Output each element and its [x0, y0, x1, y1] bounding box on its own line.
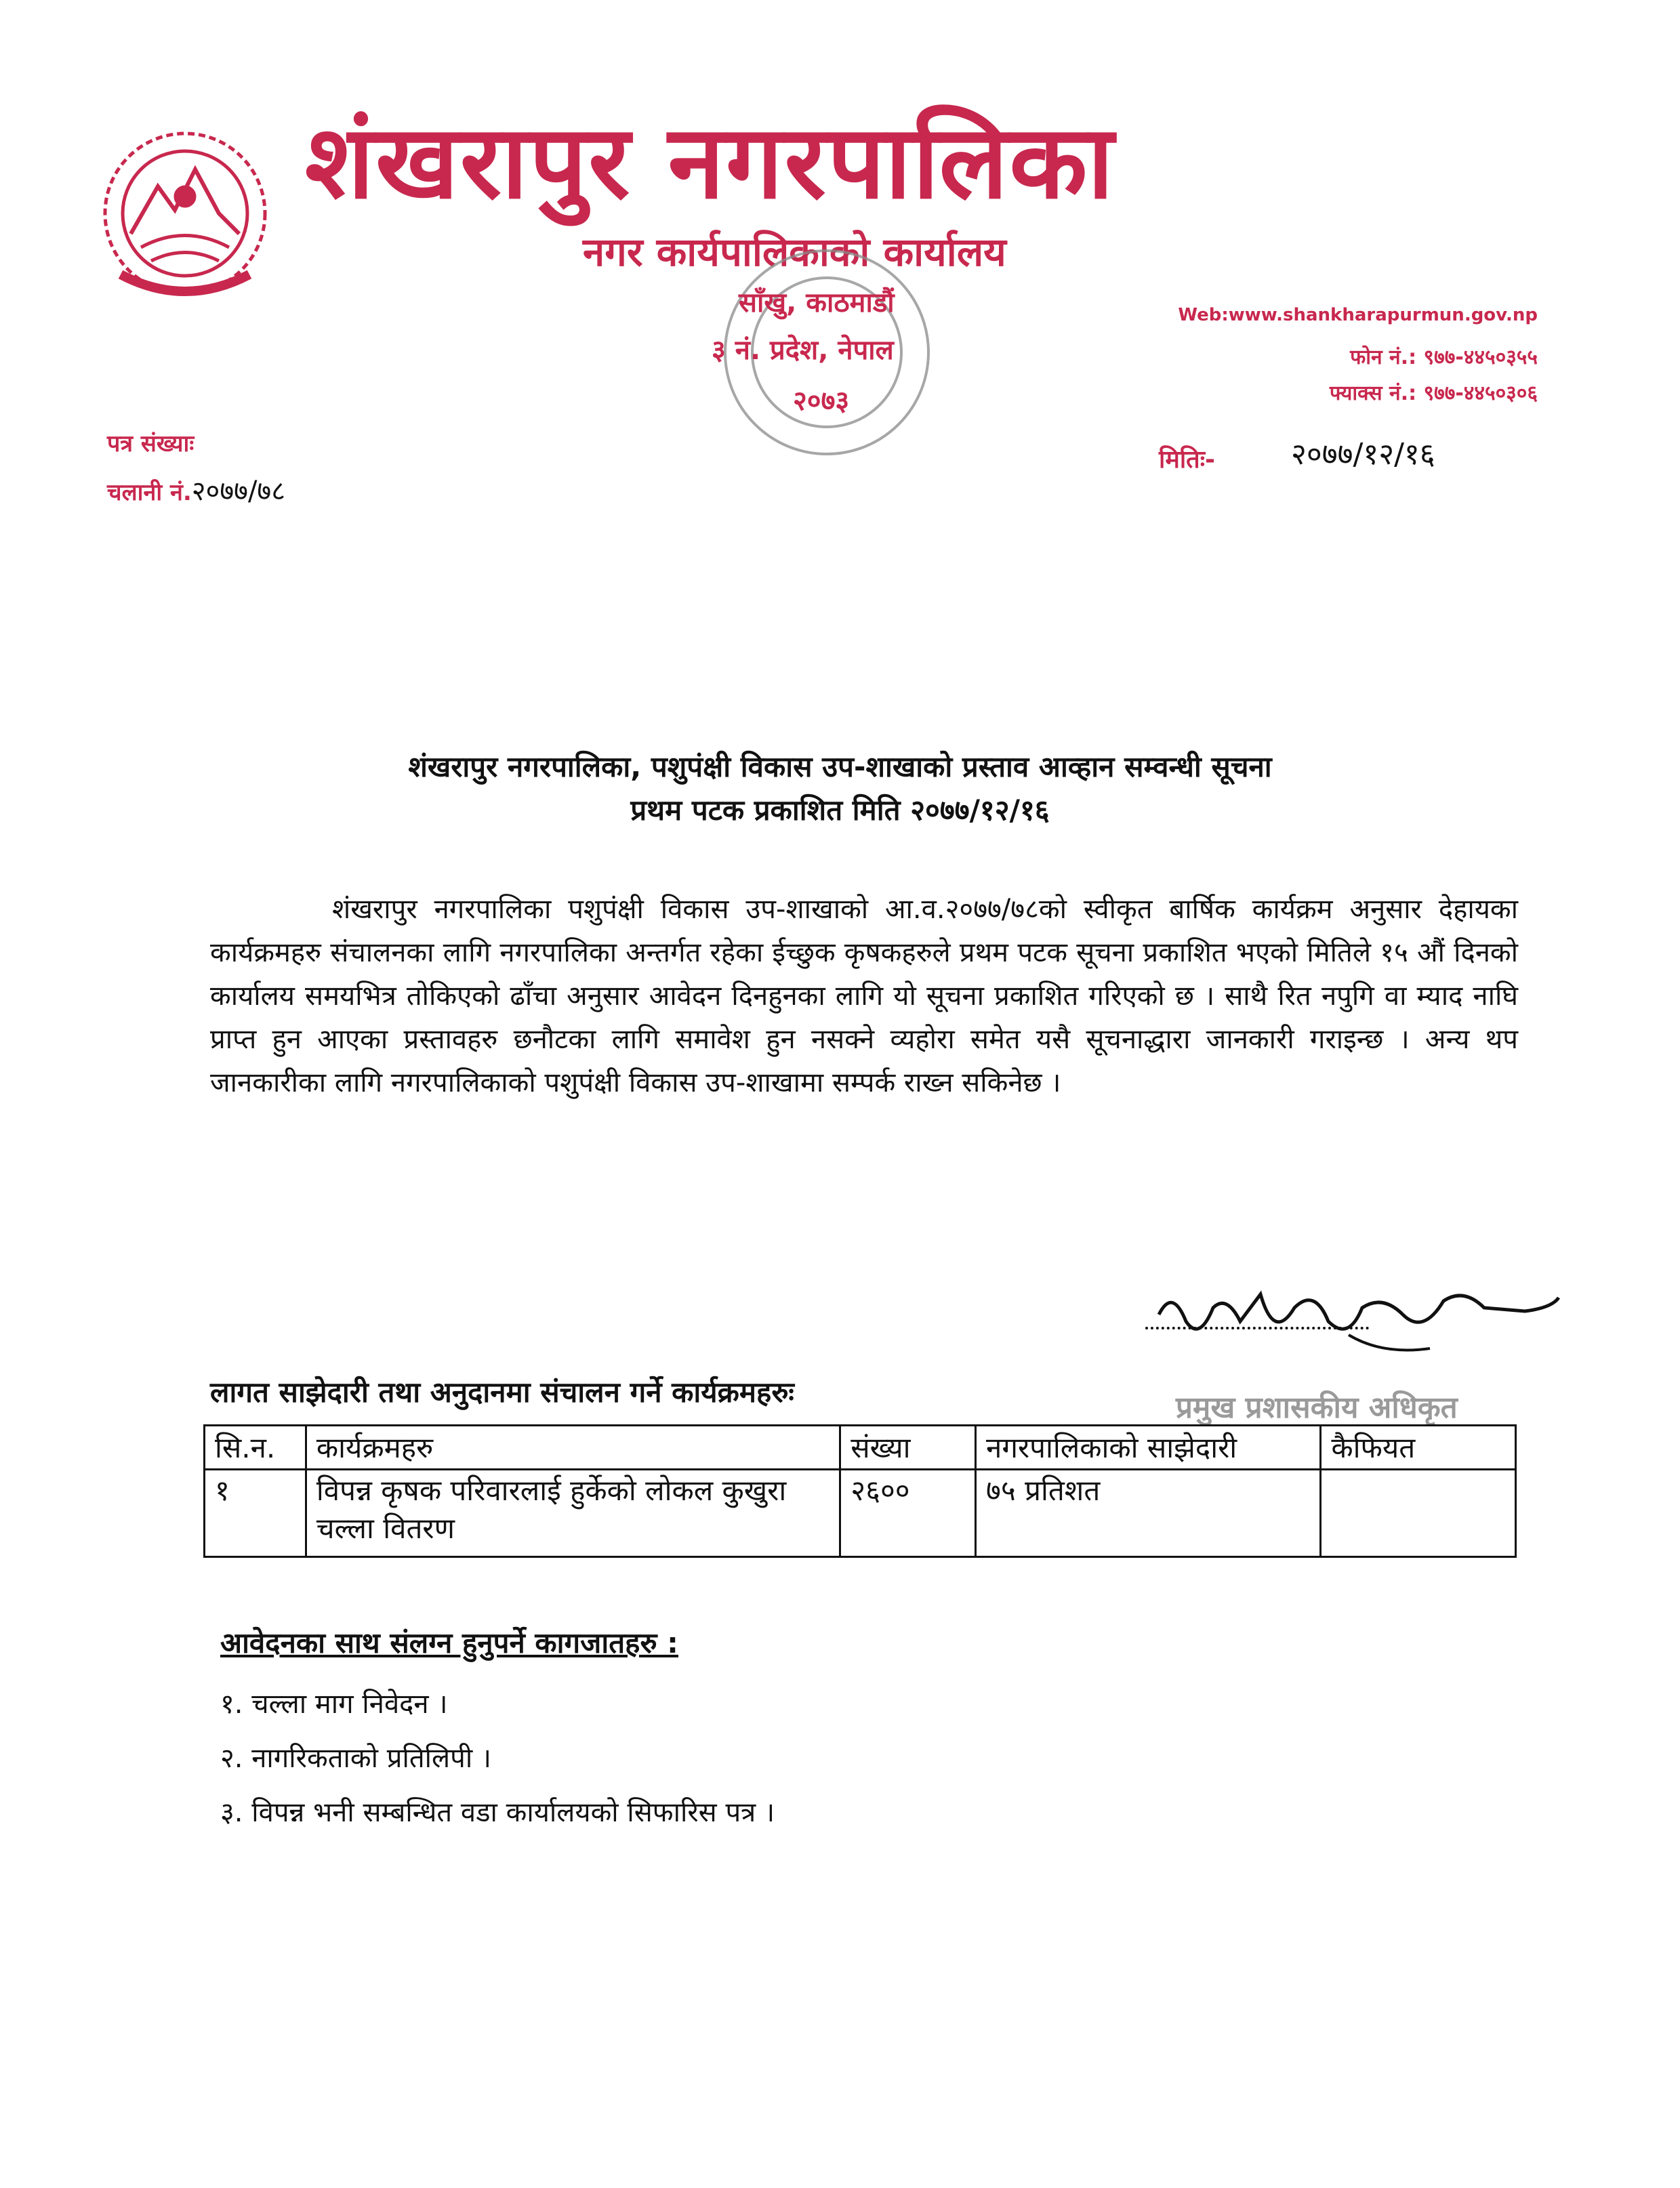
stamp-line-3: २०७३	[793, 386, 850, 417]
document-item: १. चल्ला माग निवेदन ।	[220, 1689, 448, 1720]
document-item: ३. विपन्न भनी सम्बन्धित वडा कार्यालयको सिफारिस पत्र ।	[220, 1797, 775, 1828]
document-item: २. नागरिकताको प्रतिलिपी ।	[220, 1743, 492, 1774]
stamp-line-2: ३ नं. प्रदेश, नेपाल	[712, 335, 894, 366]
cell-remarks	[1321, 1470, 1516, 1557]
column-header-remarks: कैफियत	[1321, 1426, 1516, 1470]
date-value: २०७७/१२/१६	[1291, 437, 1435, 472]
notice-title-line-1: शंखरापुर नगरपालिका, पशुपंक्षी विकास उप-शाखाको प्रस्ताव आव्हान सम्वन्धी सूचना	[408, 750, 1272, 783]
column-header-share: नगरपालिकाको साझेदारी	[976, 1426, 1321, 1470]
office-subtitle: नगर कार्यपालिकाको कार्यालय	[583, 229, 1006, 275]
office-stamp	[698, 197, 956, 481]
table-row	[205, 1470, 1516, 1557]
notice-body: शंखरापुर नगरपालिका पशुपंक्षी विकास उप-शाखाको आ.व.२०७७/७८को स्वीकृत बार्षिक कार्यक्रम अनुसार देहायका कार्यक्रमहरु संचालनका लागि नगरपालिका अन्तर्गत रहेका ईच्छुक कृषकहरुले प्रथम पटक सूचना प्रकाशित भएको मितिले १५ औं दिनको कार्यालय समयभित्र तोकिएको ढाँचा अनुसार आवेदन दिनहुनका लागि यो सूचना प्रकाशित गरिएको छ । साथै रित नपुगि वा म्याद नाघि प्राप्त हुन आएका प्रस्तावहरु छनौटका लागि समावेश हुन नसक्ने व्यहोरा समेत यसै सूचनाद्धारा जानकारी गराइन्छ । अन्य थप जानकारीका लागि नगरपालिकाको पशुपंक्षी विकास उप-शाखामा सम्पर्क राख्न सकिनेछ ।	[210, 894, 1518, 1098]
programs-table	[203, 1424, 1517, 1558]
cell-share: ७५ प्रतिशत	[976, 1470, 1321, 1557]
fax-text: फ्याक्स नं.: ९७७-४४५०३०६	[1329, 381, 1538, 405]
documents-heading: आवेदनका साथ संलग्न हुनुपर्ने कागजातहरु :	[220, 1626, 678, 1659]
cell-sn: १	[205, 1470, 306, 1557]
dispatch-label: चलानी नं.	[107, 479, 192, 506]
municipality-emblem-logo	[94, 122, 276, 305]
dispatch-value: २०७७/७८	[191, 476, 286, 507]
programs-heading: लागत साझेदारी तथा अनुदानमा संचालन गर्ने कार्यक्रमहरुः	[210, 1376, 794, 1409]
stamp-seal-icon	[698, 197, 956, 481]
column-header-sn: सि.न.	[205, 1426, 306, 1470]
column-header-program: कार्यक्रमहरु	[306, 1426, 840, 1470]
notice-title-line-2: प्रथम पटक प्रकाशित मिति २०७७/१२/१६	[630, 793, 1050, 827]
municipality-title: शंखरापुर नगरपालिका	[305, 104, 1115, 222]
dispatch-number	[107, 471, 285, 508]
date-label: मितिः-	[1159, 446, 1215, 474]
website-text: Web:www.shankharapurmun.gov.np	[1178, 305, 1538, 325]
table-header-row	[205, 1426, 1516, 1470]
notice-title	[0, 745, 1680, 832]
signature-line	[1145, 1327, 1369, 1329]
signatory-title: प्रमुख प्रशासकीय अधिकृत	[1176, 1390, 1458, 1425]
letter-number-label: पत्र संख्याः	[107, 430, 194, 457]
stamp-line-1: साँखु, काठमाडौं	[739, 287, 895, 318]
column-header-count: संख्या	[840, 1426, 976, 1470]
phone-text: फोन नं.: ९७७-४४५०३५५	[1350, 346, 1538, 369]
cell-count: २६००	[840, 1470, 976, 1557]
cell-program: विपन्न कृषक परिवारलाई हुर्केको लोकल कुखुरा चल्ला वितरण	[306, 1470, 840, 1557]
